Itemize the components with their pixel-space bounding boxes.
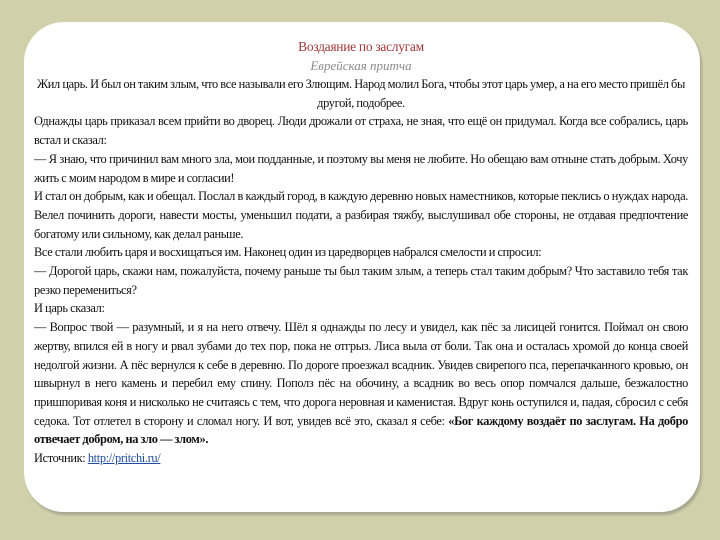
slide-card (24, 22, 700, 512)
story-text: — Вопрос твой — разумный, и я на него отвечу. Шёл я однажды по лесу и увидел, как пёс за лисицей гонится. Поймал он свою жертву, впился ей в ногу и рвал зубами до тех пор, пока не отгрыз. Лиса выла от боли. Так она и осталась хромой до конца своей недолгой жизни. А пёс вернулся к себе в деревню. По дороге проезжал всадник. Увидев свирепого пса, перепачканного кровью, он швырнул в него камень и перебил ему спину. Пополз пёс на обочину, а всадник во весь опор помчался дальше, безжалостно пришпоривая коня и нисколько не считаясь с тем, что дорога неровная и каменистая. Вдруг конь оступился и, падая, сбросил с себя седока. Тот отлетел в сторону и сломал ногу. И вот, увидев всё это, сказал я себе: (34, 320, 688, 428)
source-link[interactable]: http://pritchi.ru/ (87, 451, 161, 466)
paragraph: Однажды царь приказал всем прийти во дворец. Люди дрожали от страха, не зная, что ещё он придумал. Когда все собрались, царь встал и сказал: (34, 114, 688, 148)
paragraph: Жил царь. И был он таким злым, что все называли его Злющим. Народ молил Бога, чтобы этот царь умер, а на его место пришёл бы другой, подобрее. (37, 77, 685, 110)
moral-text: «Бог каждому воздаёт по заслугам. На добро отвечает добром, на зло — злом». (34, 413, 688, 447)
paragraph: Все стали любить царя и восхищаться им. Наконец один из царедворцев набрался смелости и спросил: (34, 245, 542, 260)
paragraph: — Дорогой царь, скажи нам, пожалуйста, почему раньше ты был таким злым, а теперь стал таким добрым? Что заставило тебя так резко перемениться? (34, 264, 688, 297)
parable-title: Воздаяние по заслугам (298, 39, 424, 54)
source-label: Источник: (34, 451, 88, 466)
paragraph: И царь сказал: (34, 301, 105, 316)
parable-subtitle: Еврейская притча (310, 58, 412, 73)
paragraph: — Я знаю, что причинил вам много зла, мои подданные, и поэтому вы меня не любите. Но обещаю вам отныне стать добрым. Хочу жить с моим народом в мире и согласии! (34, 151, 688, 185)
source-line (34, 449, 688, 468)
paragraph: И стал он добрым, как и обещал. Послал в каждый город, в каждую деревню новых наместников, которые пеклись о нуждах народа. Велел починить дороги, навести мосты, уменьшил подати, а разбирая тяжбу, выслушивал обе стороны, не отдавая предпочтение богатому или сильному, как делал раньше. (34, 189, 688, 241)
story-paragraph (34, 318, 688, 449)
